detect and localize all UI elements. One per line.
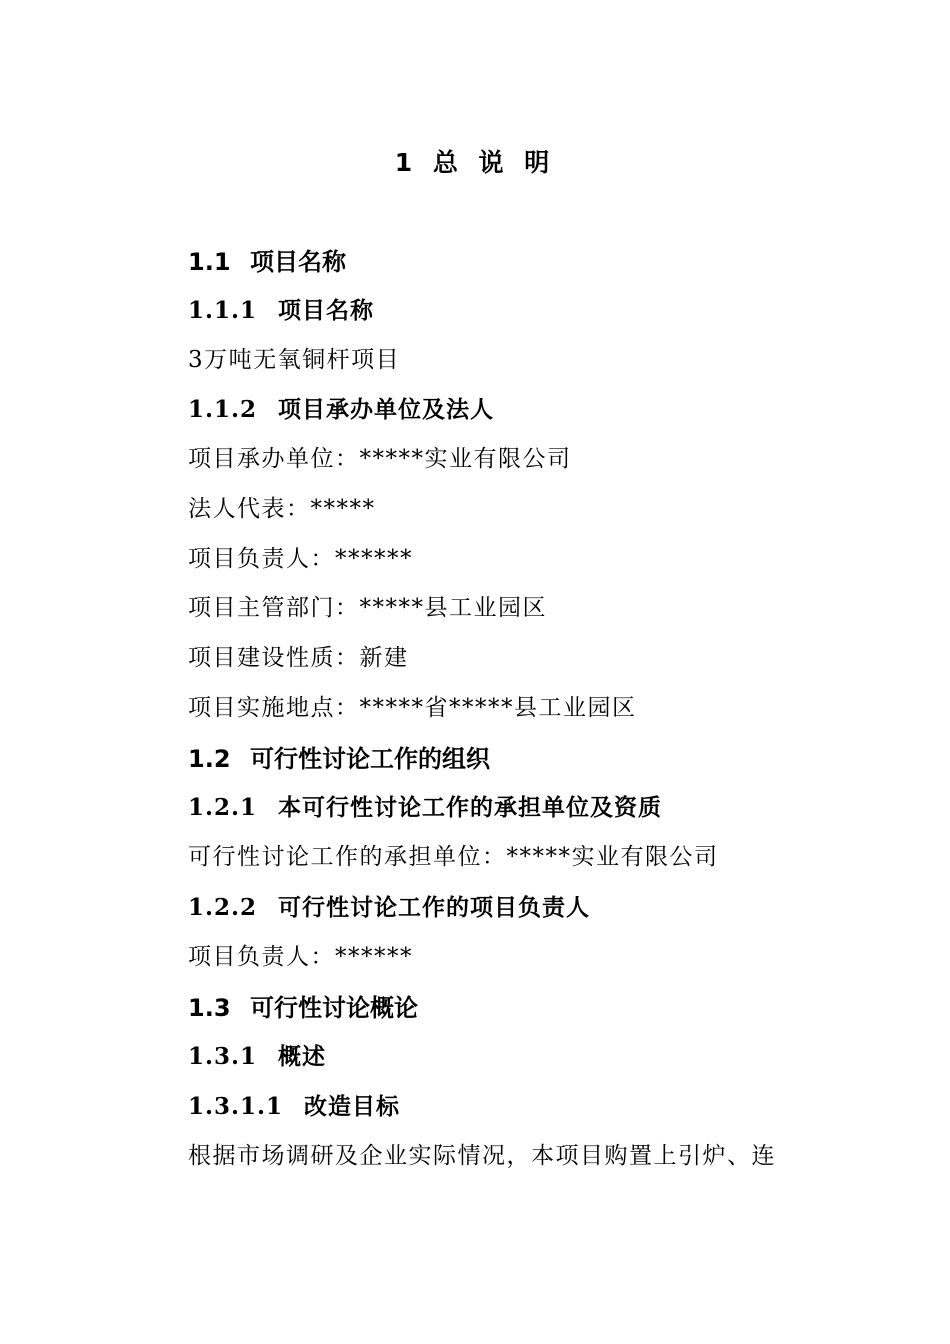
- paragraph: 项目承办单位：*****实业有限公司: [188, 446, 572, 472]
- heading-number: 1.2.2: [188, 894, 258, 921]
- paragraph: 项目主管部门：*****县工业园区: [188, 595, 547, 621]
- chapter-title: 1 总 说 明: [394, 148, 556, 177]
- heading-text: 项目名称: [278, 297, 374, 324]
- paragraph: 根据市场调研及企业实际情况，本项目购置上引炉、连: [188, 1143, 776, 1169]
- heading-number: 1.1.2: [188, 396, 258, 423]
- heading-1-1: [188, 250, 346, 274]
- heading-1-2: [188, 747, 490, 771]
- heading-number: 1.3.1.1: [188, 1093, 284, 1120]
- heading-1-1-1: [188, 299, 374, 322]
- heading-text: 本可行性讨论工作的承担单位及资质: [278, 794, 662, 821]
- heading-number: 1.2: [188, 745, 231, 773]
- paragraph: 项目实施地点：*****省*****县工业园区: [188, 695, 637, 721]
- heading-text: 项目名称: [250, 248, 346, 276]
- heading-1-2-1: [188, 796, 662, 819]
- heading-number: 1.3: [188, 994, 231, 1022]
- paragraph: 项目负责人：******: [188, 546, 413, 572]
- heading-1-2-2: [188, 896, 590, 919]
- heading-text: 项目承办单位及法人: [278, 396, 494, 423]
- heading-1-3: [188, 996, 418, 1020]
- heading-text: 概述: [278, 1043, 326, 1070]
- heading-1-1-2: [188, 398, 494, 421]
- heading-number: 1.3.1: [188, 1043, 258, 1070]
- heading-1-3-1-1: [188, 1095, 400, 1118]
- heading-1-3-1: [188, 1045, 326, 1068]
- heading-text: 可行性讨论概论: [250, 994, 418, 1022]
- heading-number: 1.1.1: [188, 297, 258, 324]
- paragraph: 项目负责人：******: [188, 944, 413, 970]
- paragraph: 项目建设性质：新建: [188, 645, 409, 671]
- heading-text: 可行性讨论工作的项目负责人: [278, 894, 590, 921]
- heading-number: 1.1: [188, 248, 231, 276]
- paragraph: 可行性讨论工作的承担单位：*****实业有限公司: [188, 844, 719, 870]
- heading-text: 改造目标: [304, 1093, 400, 1120]
- paragraph: 3万吨无氧铜杆项目: [188, 347, 401, 373]
- heading-number: 1.2.1: [188, 794, 258, 821]
- heading-text: 可行性讨论工作的组织: [250, 745, 490, 773]
- paragraph: 法人代表：*****: [188, 496, 376, 522]
